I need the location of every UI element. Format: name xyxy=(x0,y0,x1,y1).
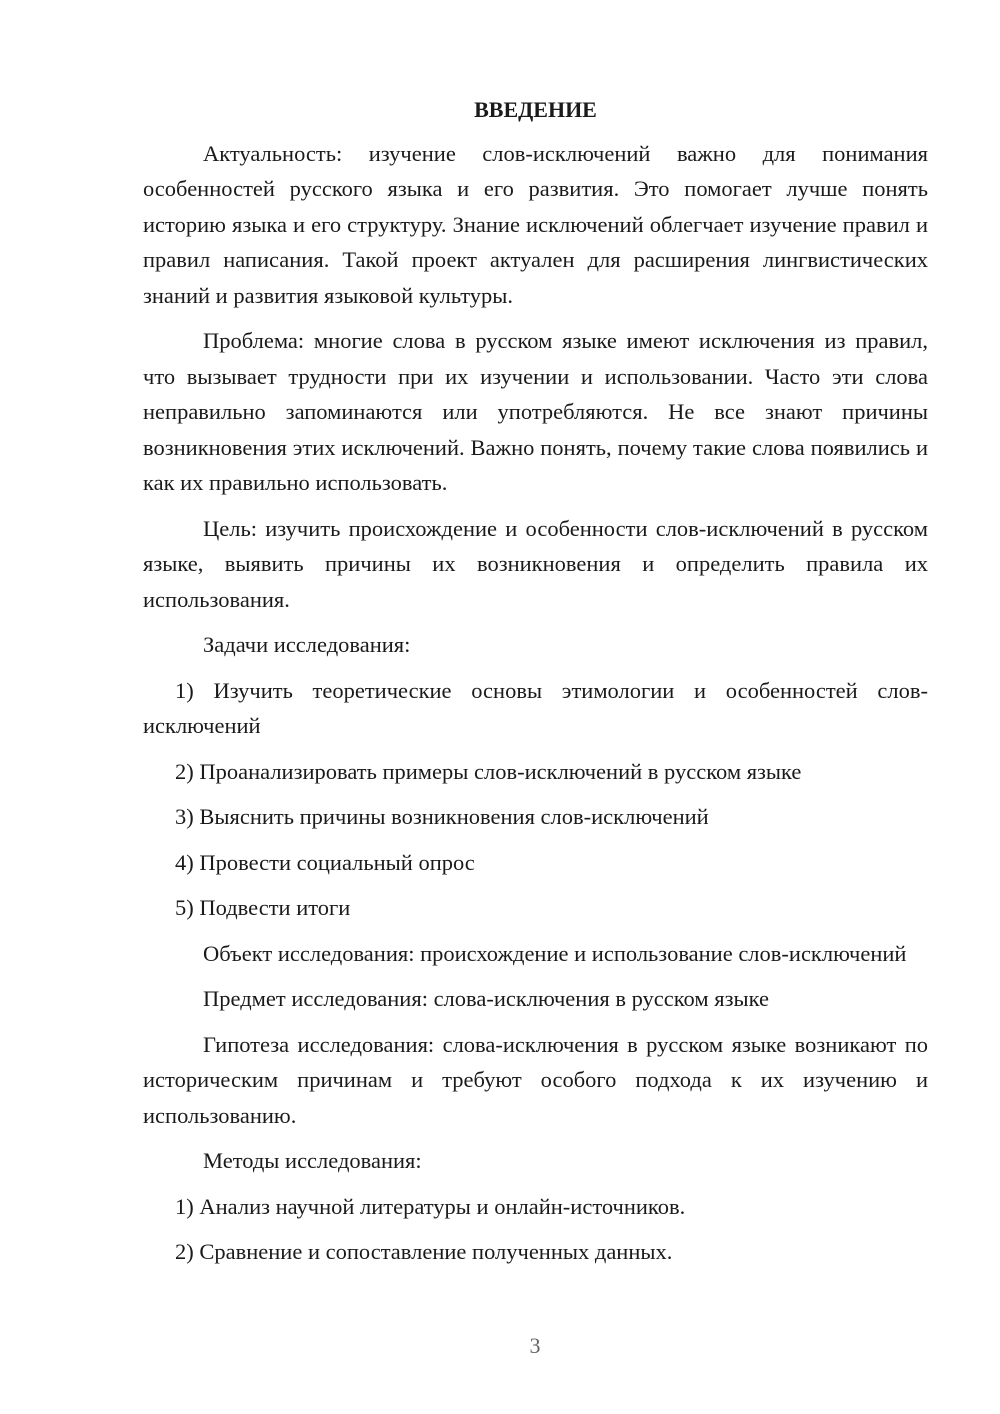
document-page xyxy=(143,92,928,1280)
task-item-1: 1) Изучить теоретические основы этимологии и особенностей слов-исключений xyxy=(143,677,928,738)
method-item-2: 2) Сравнение и сопоставление полученных данных. xyxy=(175,1239,673,1264)
section-heading: ВВЕДЕНИЕ xyxy=(474,97,597,122)
tasks-heading: Задачи исследования: xyxy=(203,632,411,657)
hypothesis-paragraph: Гипотеза исследования: слова-исключения в русском языке возникают по историческим причинам и требуют особого подхода к их изучению и использованию. xyxy=(143,1031,928,1128)
subject-paragraph: Предмет исследования: слова-исключения в русском языке xyxy=(203,986,769,1011)
method-item-1: 1) Анализ научной литературы и онлайн-источников. xyxy=(175,1193,686,1219)
problem-paragraph: Проблема: многие слова в русском языке имеют исключения из правил, что вызывает трудности при их изучении и использовании. Часто эти слова неправильно запоминаются или употребляются. Не все знают причины возникновения этих исключений. Важно понять, почему такие слова появились и как их правильно использовать. xyxy=(143,328,928,495)
task-item-2: 2) Проанализировать примеры слов-исключений в русском языке xyxy=(175,758,802,784)
task-item-5: 5) Подвести итоги xyxy=(175,895,351,920)
methods-heading: Методы исследования: xyxy=(203,1148,422,1173)
object-paragraph: Объект исследования: происхождение и использование слов-исключений xyxy=(203,940,907,966)
goal-paragraph: Цель: изучить происхождение и особенности слов-исключений в русском языке, выявить причины их возникновения и определить правила их использования. xyxy=(143,515,928,612)
relevance-paragraph: Актуальность: изучение слов-исключений важно для понимания особенностей русского языка и его развития. Это помогает лучше понять историю языка и его структуру. Знание исключений облегчает изучение правил и правил написания. Такой проект актуален для расширения лингвистических знаний и развития языковой культуры. xyxy=(143,140,928,308)
task-item-4: 4) Провести социальный опрос xyxy=(175,849,475,875)
task-item-3: 3) Выяснить причины возникновения слов-исключений xyxy=(175,804,709,829)
page-number: 3 xyxy=(529,1333,541,1358)
